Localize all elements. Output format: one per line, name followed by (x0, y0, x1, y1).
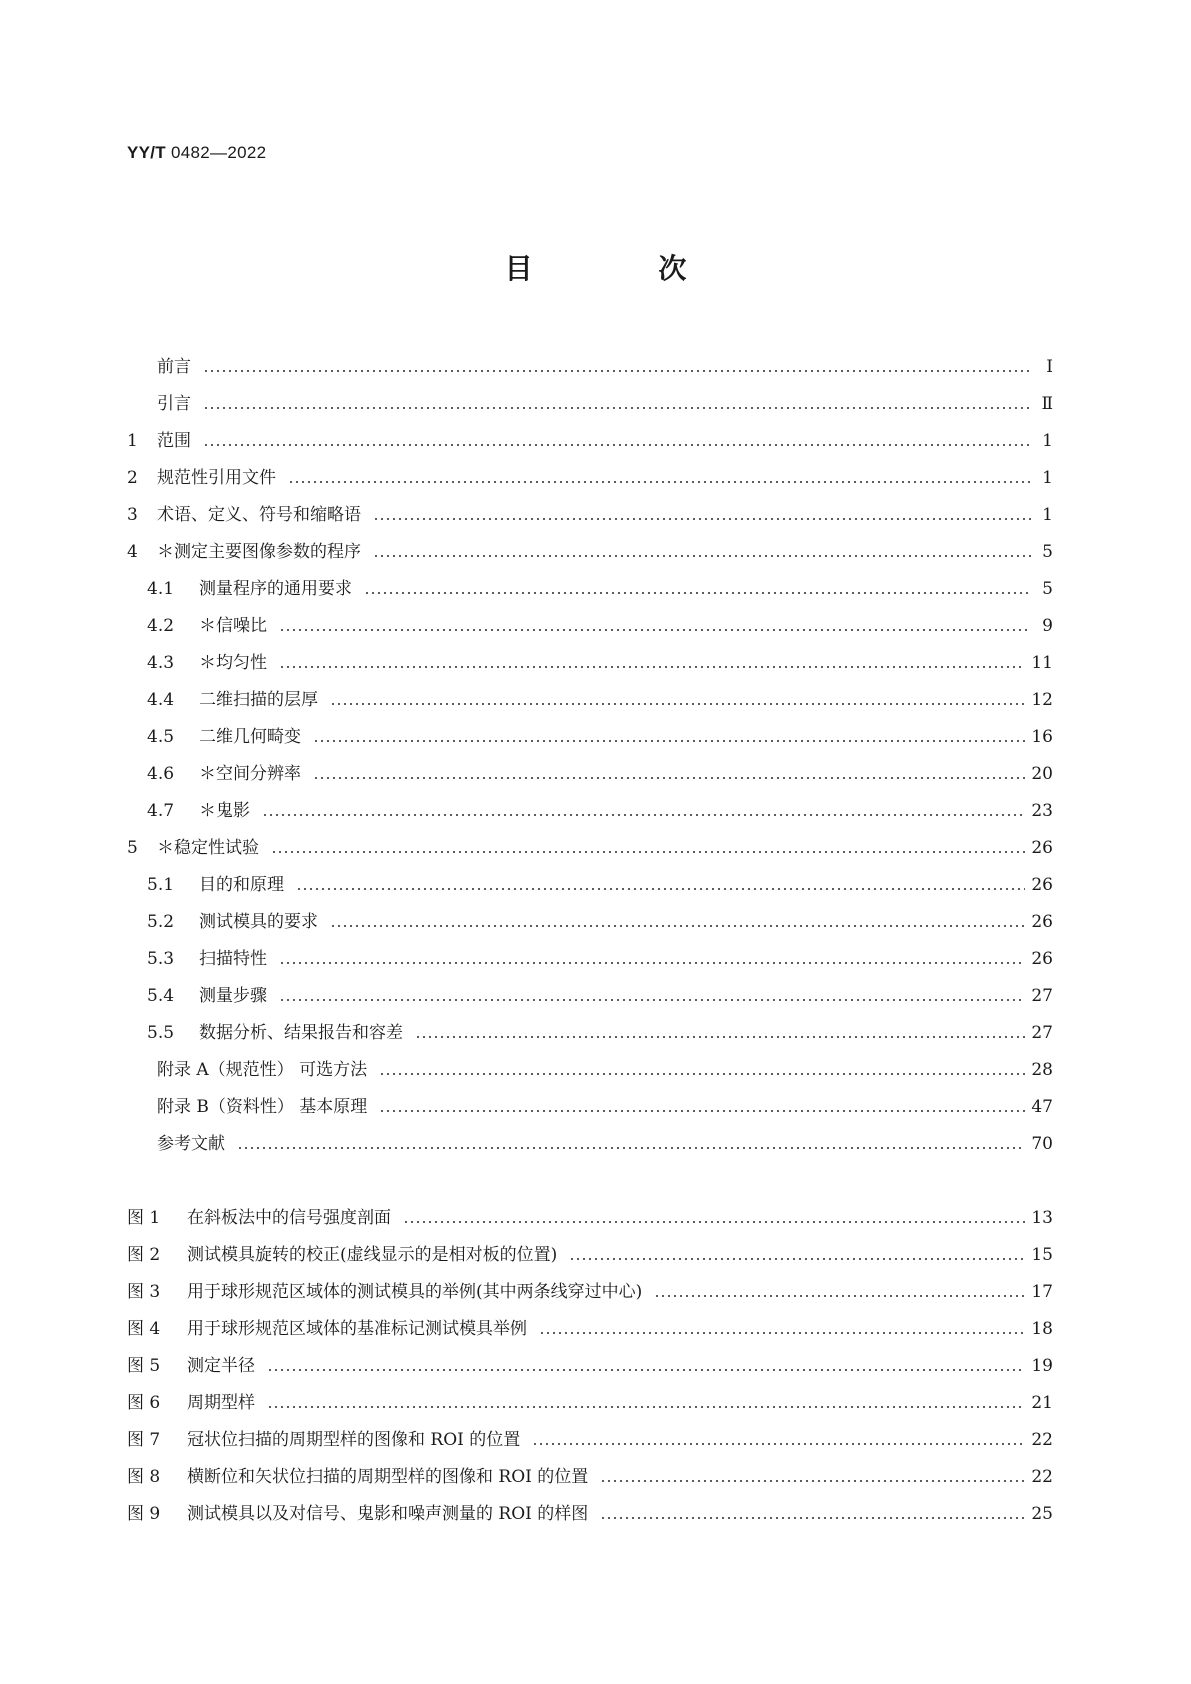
dot-leader (203, 444, 1031, 446)
toc-entry-title: 测试模具的要求 (199, 912, 318, 932)
toc-entry-number: 4.2 (147, 616, 175, 636)
figure-entry-number: 图 1 (127, 1208, 161, 1228)
figure-entry-page: 18 (1031, 1319, 1053, 1339)
dot-leader (415, 1036, 1025, 1038)
figure-entry-title: 用于球形规范区域体的测试模具的举例(其中两条线穿过中心) (187, 1282, 643, 1302)
figure-entry[interactable] (127, 1339, 1053, 1376)
figure-entry-number: 图 2 (127, 1245, 161, 1265)
toc-entry[interactable] (127, 821, 1053, 858)
figure-entry-page: 22 (1031, 1467, 1053, 1487)
toc-entry-number: 4.1 (147, 579, 175, 599)
dot-leader (330, 925, 1025, 927)
toc-entry-number: 4.5 (147, 727, 175, 747)
dot-leader (569, 1258, 1025, 1260)
toc-entry-page: 5 (1042, 542, 1053, 562)
dot-leader (654, 1295, 1025, 1297)
toc-entry-title: 附录 A（规范性） 可选方法 (157, 1060, 368, 1080)
figure-list (127, 1191, 1053, 1524)
toc-entry-title: 扫描特性 (199, 949, 267, 969)
toc-entry-number: 1 (127, 431, 138, 451)
toc-entry[interactable] (127, 784, 1053, 821)
toc-entry-number: 4.6 (147, 764, 175, 784)
toc-entry-number: 5.3 (147, 949, 175, 969)
figure-entry-title: 横断位和矢状位扫描的周期型样的图像和 ROI 的位置 (187, 1467, 589, 1487)
figure-entry-title: 测定半径 (187, 1356, 255, 1376)
dot-leader (364, 592, 1031, 594)
toc-entry[interactable] (127, 340, 1053, 377)
figure-entry[interactable] (127, 1413, 1053, 1450)
toc-entry-page: 11 (1031, 653, 1053, 673)
standard-number: 0482—2022 (171, 143, 267, 162)
toc-entry[interactable] (127, 932, 1053, 969)
toc-entry[interactable] (127, 1117, 1053, 1154)
dot-leader (262, 814, 1025, 816)
dot-leader (539, 1332, 1025, 1334)
toc-entry-title: 范围 (157, 431, 191, 451)
toc-entry[interactable] (127, 414, 1053, 451)
figure-entry-number: 图 3 (127, 1282, 161, 1302)
toc-entry[interactable] (127, 451, 1053, 488)
toc-entry-title: 规范性引用文件 (157, 468, 276, 488)
dot-leader (600, 1517, 1025, 1519)
toc-entry-number: 4.3 (147, 653, 175, 673)
toc-entry-title: ＊空间分辨率 (199, 764, 301, 784)
toc-entry-page: 1 (1042, 431, 1053, 451)
dot-leader (600, 1480, 1025, 1482)
dot-leader (313, 740, 1025, 742)
toc-entry[interactable] (127, 1080, 1053, 1117)
toc-entry-number: 5.1 (147, 875, 175, 895)
toc-entry-page: 1 (1042, 505, 1053, 525)
toc-entry-number: 4.7 (147, 801, 175, 821)
toc-entry-page: 27 (1031, 1023, 1053, 1043)
toc-entry-title: 测量步骤 (199, 986, 267, 1006)
table-of-contents (127, 340, 1053, 1154)
figure-entry-page: 21 (1031, 1393, 1053, 1413)
figure-entry-title: 测试模具旋转的校正(虚线显示的是相对板的位置) (187, 1245, 558, 1265)
figure-entry[interactable] (127, 1302, 1053, 1339)
toc-entry-title: ＊均匀性 (199, 653, 267, 673)
toc-entry-page: 26 (1031, 875, 1053, 895)
figure-entry-number: 图 8 (127, 1467, 161, 1487)
toc-entry-page: 28 (1031, 1060, 1053, 1080)
toc-entry[interactable] (127, 747, 1053, 784)
toc-entry-title: 二维几何畸变 (199, 727, 301, 747)
dot-leader (379, 1110, 1025, 1112)
toc-entry-page: 12 (1031, 690, 1053, 710)
figure-entry-title: 用于球形规范区域体的基准标记测试模具举例 (187, 1319, 527, 1339)
figure-entry-page: 15 (1031, 1245, 1053, 1265)
figure-entry-title: 测试模具以及对信号、鬼影和噪声测量的 ROI 的样图 (187, 1504, 589, 1524)
toc-entry-page: 26 (1031, 912, 1053, 932)
dot-leader (237, 1147, 1025, 1149)
toc-entry-title: 参考文献 (157, 1134, 225, 1154)
toc-entry-number: 4.4 (147, 690, 175, 710)
toc-entry-number: 4 (127, 542, 138, 562)
toc-entry-page: 47 (1031, 1097, 1053, 1117)
toc-entry-number: 2 (127, 468, 138, 488)
toc-entry[interactable] (127, 636, 1053, 673)
dot-leader (379, 1073, 1025, 1075)
toc-entry-number: 3 (127, 505, 138, 525)
toc-entry[interactable] (127, 488, 1053, 525)
figure-entry-number: 图 5 (127, 1356, 161, 1376)
toc-entry[interactable] (127, 1043, 1053, 1080)
figure-entry-page: 13 (1031, 1208, 1053, 1228)
figure-entry-title: 周期型样 (187, 1393, 255, 1413)
toc-entry-title: 二维扫描的层厚 (199, 690, 318, 710)
toc-entry[interactable] (127, 673, 1053, 710)
toc-entry[interactable] (127, 969, 1053, 1006)
dot-leader (313, 777, 1025, 779)
dot-leader (373, 518, 1031, 520)
toc-entry[interactable] (127, 1006, 1053, 1043)
toc-entry-number: 5.5 (147, 1023, 175, 1043)
toc-entry-number: 5.2 (147, 912, 175, 932)
page-title: 目 次 (504, 252, 745, 285)
toc-entry-page: 20 (1031, 764, 1053, 784)
toc-entry-page: 16 (1031, 727, 1053, 747)
toc-entry-page: 70 (1031, 1134, 1053, 1154)
toc-entry[interactable] (127, 710, 1053, 747)
figure-entry-title: 在斜板法中的信号强度剖面 (187, 1208, 391, 1228)
toc-entry-page: 1 (1042, 468, 1053, 488)
figure-entry-page: 22 (1031, 1430, 1053, 1450)
toc-entry[interactable] (127, 377, 1053, 414)
toc-entry-page: 9 (1042, 616, 1053, 636)
toc-entry-title: 目的和原理 (199, 875, 284, 895)
toc-entry-page: 5 (1042, 579, 1053, 599)
dot-leader (296, 888, 1025, 890)
dot-leader (203, 370, 1031, 372)
figure-entry-number: 图 9 (127, 1504, 161, 1524)
dot-leader (288, 481, 1031, 483)
toc-entry-title: 前言 (157, 357, 191, 377)
toc-entry-title: 测量程序的通用要求 (199, 579, 352, 599)
toc-entry[interactable] (127, 895, 1053, 932)
figure-entry-page: 19 (1031, 1356, 1053, 1376)
toc-entry-number: 5 (127, 838, 138, 858)
toc-entry-number: 5.4 (147, 986, 175, 1006)
toc-entry-page: 27 (1031, 986, 1053, 1006)
figure-entry[interactable] (127, 1191, 1053, 1228)
figure-entry-page: 25 (1031, 1504, 1053, 1524)
figure-entry[interactable] (127, 1487, 1053, 1524)
toc-entry[interactable] (127, 858, 1053, 895)
toc-entry-title: 附录 B（资料性） 基本原理 (157, 1097, 368, 1117)
dot-leader (267, 1406, 1025, 1408)
toc-entry-page: Ⅰ (1046, 357, 1053, 377)
dot-leader (271, 851, 1025, 853)
toc-entry-title: ＊鬼影 (199, 801, 250, 821)
toc-entry-title: 术语、定义、符号和缩略语 (157, 505, 361, 525)
toc-entry-page: 26 (1031, 838, 1053, 858)
toc-entry-title: 引言 (157, 394, 191, 414)
toc-entry-title: ＊稳定性试验 (157, 838, 259, 858)
dot-leader (330, 703, 1025, 705)
toc-entry-title: 数据分析、结果报告和容差 (199, 1023, 403, 1043)
toc-entry[interactable] (127, 599, 1053, 636)
dot-leader (279, 962, 1025, 964)
figure-entry[interactable] (127, 1265, 1053, 1302)
standard-prefix: YY/T (127, 143, 166, 162)
figure-entry[interactable] (127, 1376, 1053, 1413)
figure-entry-number: 图 7 (127, 1430, 161, 1450)
toc-entry-page: 26 (1031, 949, 1053, 969)
dot-leader (267, 1369, 1025, 1371)
toc-entry-title: ＊信噪比 (199, 616, 267, 636)
toc-entry-page: 23 (1031, 801, 1053, 821)
figure-entry-number: 图 6 (127, 1393, 161, 1413)
figure-entry[interactable] (127, 1450, 1053, 1487)
toc-entry[interactable] (127, 525, 1053, 562)
dot-leader (203, 407, 1031, 409)
dot-leader (373, 555, 1031, 557)
document-code (127, 143, 266, 163)
dot-leader (279, 999, 1025, 1001)
figure-entry[interactable] (127, 1228, 1053, 1265)
figure-entry-number: 图 4 (127, 1319, 161, 1339)
dot-leader (279, 666, 1025, 668)
dot-leader (532, 1443, 1025, 1445)
toc-entry-page: Ⅱ (1041, 394, 1053, 414)
dot-leader (403, 1221, 1025, 1223)
figure-entry-title: 冠状位扫描的周期型样的图像和 ROI 的位置 (187, 1430, 521, 1450)
toc-entry-title: ＊测定主要图像参数的程序 (157, 542, 361, 562)
toc-entry[interactable] (127, 562, 1053, 599)
dot-leader (279, 629, 1031, 631)
figure-entry-page: 17 (1031, 1282, 1053, 1302)
